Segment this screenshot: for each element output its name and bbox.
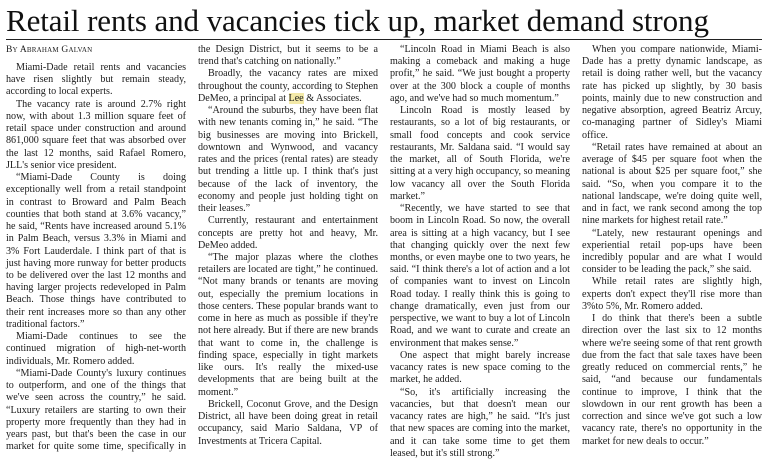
byline: By Abraham Galvan xyxy=(6,45,93,55)
paragraph: Lincoln Road is mostly leased by restaurants, so a lot of big restaurants, or small food concepts and cook service restaurants, Mr. Saldana said. “I would say the market, all of South Florida, we're sitting at a very high occupancy, so meaning low vacancy all over the South Florida market.” xyxy=(390,105,570,202)
paragraph: “The major plazas where the clothes retailers are located are tight,” he continued. “Not many brands or tenants are moving out, especially the premium locations in those centers. These popular brands want to come in here as much as possible if they're not here already. But if there are new brands that want to come in, the challenge is finding space, especially in tight markets like ours. It's really the mixed-use developments that are being built at the moment.” xyxy=(198,251,378,398)
paragraph: One aspect that might barely increase vacancy rates is new space coming to the market, he added. xyxy=(390,349,570,386)
paragraph: When you compare nationwide, Miami-Dade has a pretty dynamic landscape, as retail is doing rather well, but the vacancy rate has picked up slightly, by 30 basis points, mainly due to new construction and negative absorption, agreed Beatriz Arcuy, co-managing partner of Sidley's Miami office. xyxy=(582,44,762,141)
paragraph: “Miami-Dade County is doing exceptionally well from a retail standpoint in contrast to Broward and Palm Beach counties that both stand at 3.6% vacancy,” he said, “Rents have increased around 5.1% in Palm Beach, versus 3.3% in Miami and 3% Fort Lauderdale. I think part of that is just having more runway for better products to be delivered over the last 12 months and having larger projects redeveloped in Palm Beach. Those things have contributed to their rent increases more so than any other traditional factors.” xyxy=(6,172,186,330)
lee-associates-link[interactable]: Lee xyxy=(288,92,304,104)
paragraph: Miami-Dade continues to see the continued migration of high-net-worth individuals, Mr. Romero added. xyxy=(6,331,186,367)
paragraph: “Recently, we have started to see that boom in Lincoln Road. So now, the overall area is sitting at a high vacancy, but I see that changing quickly over the next few months, or even maybe one to two years, he said. “I think there's a lot of action and a lot of companies want to invest on Lincoln Road today. I really think this is going to change dramatically, even just from our perspective, we want to buy a lot of Lincoln Road, and we want to curate and create an environment that makes sense.” xyxy=(390,203,570,349)
paragraph-text: Broadly, the vacancy rates are mixed throughout the county, according to Stephen DeMeo, a principal at xyxy=(198,68,378,104)
headline-rule xyxy=(6,39,762,40)
paragraph: Currently, restaurant and entertainment concepts are pretty hot and heavy, Mr. DeMeo added. xyxy=(198,215,378,251)
paragraph: “Around the suburbs, they have been flat with new tenants coming in,” he said. “The big businesses are moving into Brickell, downtown and Wynwood, and vacancy rates and the prices (rental rates) are steady but trending a little up. I think that's just because of the lack of inventory, the economy and people just holding tight on their leases.” xyxy=(198,105,378,215)
paragraph: Brickell, Coconut Grove, and the Design District, all have been doing great in retail occupancy, said Mario Saldana, VP of Investments at Tricera Capital. xyxy=(198,398,378,447)
paragraph: “So, it's artificially increasing the vacancies, but that doesn't mean our vacancy rates are high,” he said. “It's just that new spaces are coming into the market, and it can take some time to get them leased, but it's still strong.” xyxy=(390,386,570,459)
paragraph: The vacancy rate is around 2.7% right now, with about 1.3 million square feet of retail space under construction and around 861,000 square feet that was absorbed over the last 12 months, said Rafael Romero, JLL's senior vice president. xyxy=(6,98,186,171)
paragraph-text: & Associates. xyxy=(303,92,362,104)
paragraph: “Retail rates have remained at about an average of $45 per square foot when the national is about $25 per square foot,” she said. “So, when you compare it to the national landscape, we're doing quite well, and in fact, we rank second among the top nine markets for highest retail rate.” xyxy=(582,141,762,227)
paragraph: “Miami-Dade County's luxury continues to outperform, and one of the things that we've seen across the country,” he said. “Luxury retailers are starting to own their property more frequently than they had in years past, but that's been the case in our market for quite some time, specifically in the Design District, but it seems to be a trend that's catching on nationally.” xyxy=(6,44,378,453)
article-body xyxy=(6,44,762,463)
headline: Retail rents and vacancies tick up, market demand strong xyxy=(6,3,709,38)
paragraph: While retail rates are slightly high, experts don't expect they'll rise more than 3%to 5%, Mr. Romero added. xyxy=(582,276,762,312)
paragraph: Miami-Dade retail rents and vacancies have risen slightly but remain steady, according to local experts. xyxy=(6,62,186,98)
paragraph xyxy=(198,68,378,105)
paragraph: I do think that there's been a subtle direction over the last six to 12 months where we're seeing some of that rent growth due from the fact that sale taxes have been greatly reduced on commercial rents,” he said, “and because our fundamentals continue to improve, I think that the slowdown in our rent growth has been a correction and since we've got such a low vacancy rate, there's no opportunity in the market for new deals to occur.” xyxy=(582,313,762,447)
paragraph: “Lincoln Road in Miami Beach is also making a comeback and making a huge profit,” he said. “We just bought a property over at the 300 block a couple of months ago, and we've had so much momentum.” xyxy=(390,44,570,104)
paragraph: “Lately, new restaurant openings and experiential retail pop-ups have been incredibly popular and are what I would consider to be leading the pack,” she said. xyxy=(582,227,762,276)
